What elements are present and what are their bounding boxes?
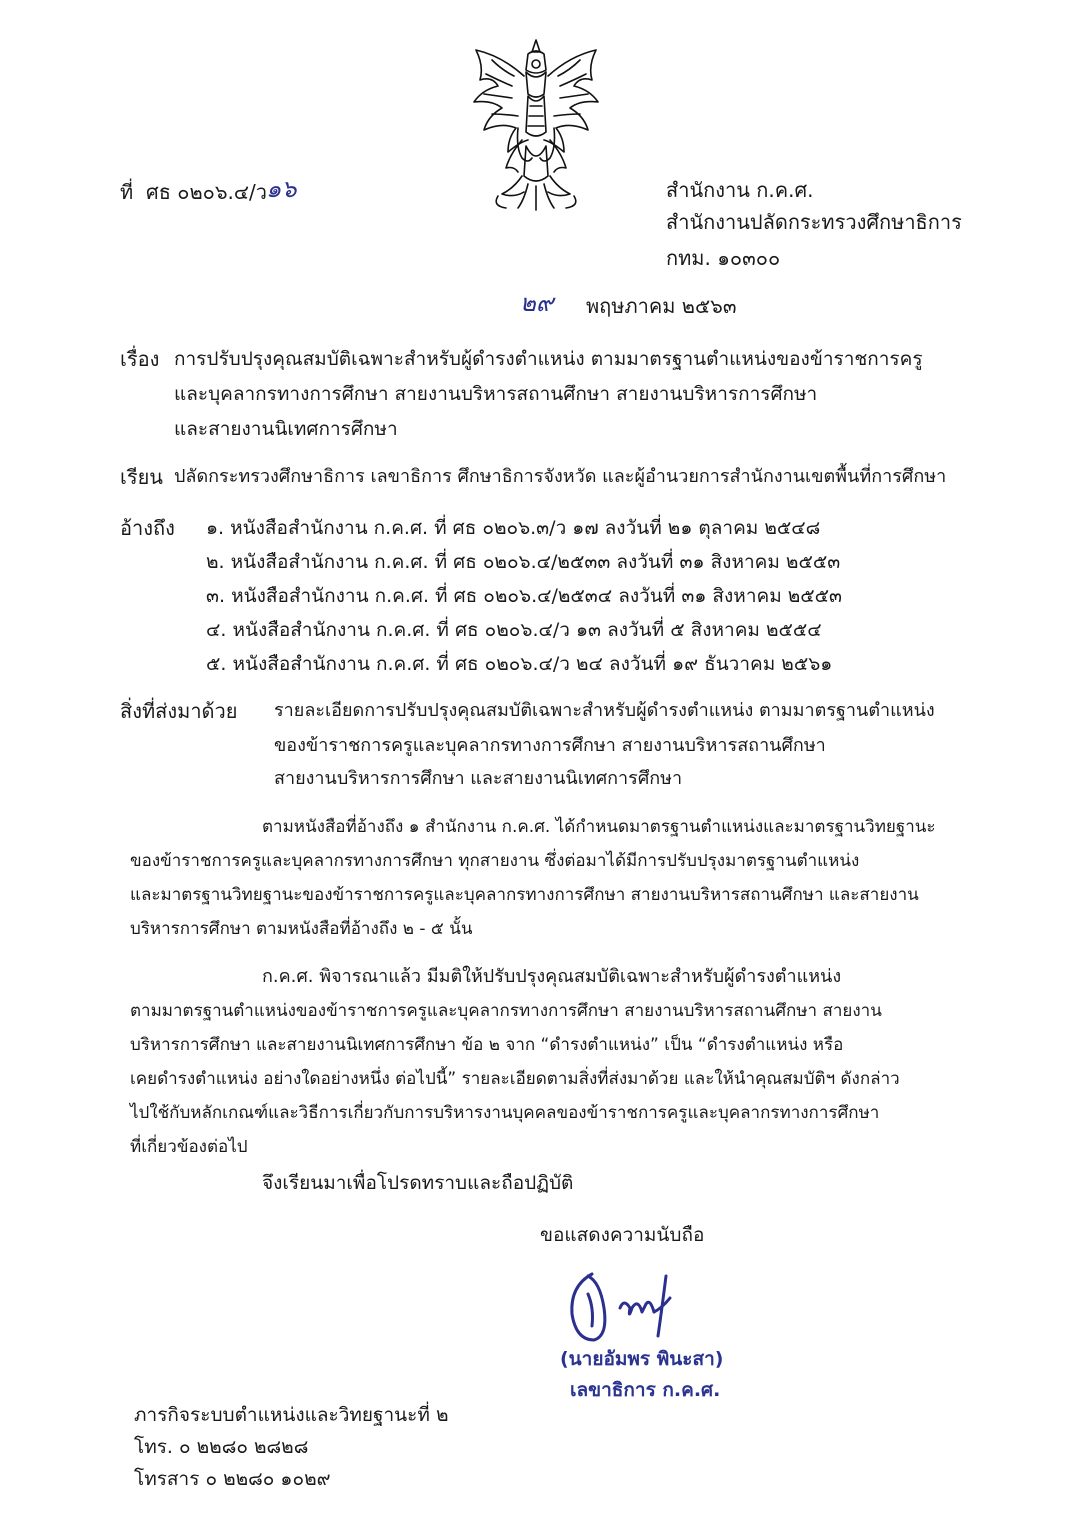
office-line-2: สำนักงานปลัดกระทรวงศึกษาธิการ <box>666 210 962 234</box>
body-paragraph-2-line: เคยดำรงตำแหน่ง อย่างใดอย่างหนึ่ง ต่อไปนี้” รายละเอียดตามสิ่งที่ส่งมาด้วย และให้นำคุณสมบัติฯ ดังกล่าว <box>130 1069 900 1089</box>
references-label: อ้างถึง <box>120 516 175 540</box>
signatory-name: (นายอัมพร พินะสา) <box>560 1348 724 1370</box>
doc-number-label: ที่ <box>120 180 134 204</box>
body-paragraph-2-line: ที่เกี่ยวข้องต่อไป <box>130 1137 248 1157</box>
body-paragraph-2-line: ไปใช้กับหลักเกณฑ์และวิธีการเกี่ยวกับการบริหารงานบุคคลของข้าราชการครูและบุคลากรทางการศึกษา <box>130 1103 880 1123</box>
closing-line: จึงเรียนมาเพื่อโปรดทราบและถือปฏิบัติ <box>262 1172 574 1194</box>
enclosure-line-1: รายละเอียดการปรับปรุงคุณสมบัติเฉพาะสำหรับผู้ดำรงตำแหน่ง ตามมาตรฐานตำแหน่ง <box>274 700 935 721</box>
body-paragraph-2-line: บริหารการศึกษา และสายงานนิเทศการศึกษา ข้อ ๒ จาก “ดำรงตำแหน่ง” เป็น “ดำรงตำแหน่ง หรือ <box>130 1035 844 1055</box>
date-month-year: พฤษภาคม ๒๕๖๓ <box>586 294 737 318</box>
body-paragraph-2-line: ตามมาตรฐานตำแหน่งของข้าราชการครูและบุคลากรทางการศึกษา สายงานบริหารสถานศึกษา สายงาน <box>130 1001 882 1021</box>
subject-line-1: การปรับปรุงคุณสมบัติเฉพาะสำหรับผู้ดำรงตำแหน่ง ตามมาตรฐานตำแหน่งของข้าราชการครู <box>174 348 923 370</box>
body-paragraph-1-line: ของข้าราชการครูและบุคลากรทางการศึกษา ทุกสายงาน ซึ่งต่อมาได้มีการปรับปรุงมาตรฐานตำแหน่ง <box>130 851 860 871</box>
subject-label: เรื่อง <box>120 347 160 371</box>
signatory-title: เลขาธิการ ก.ค.ศ. <box>570 1379 721 1401</box>
reference-item: ๕. หนังสือสำนักงาน ก.ค.ศ. ที่ ศธ ๐๒๐๖.๔/ว ๒๔ ลงวันที่ ๑๙ ธันวาคม ๒๕๖๑ <box>206 653 833 675</box>
footer-phone: โทร. ๐ ๒๒๘๐ ๒๘๒๘ <box>134 1436 309 1458</box>
subject-line-3: และสายงานนิเทศการศึกษา <box>174 418 398 440</box>
enclosure-line-3: สายงานบริหารการศึกษา และสายงานนิเทศการศึกษา <box>274 768 683 789</box>
office-line-3: กทม. ๑๐๓๐๐ <box>666 246 781 270</box>
enclosure-label: สิ่งที่ส่งมาด้วย <box>120 699 238 723</box>
handwritten-signature-icon <box>558 1268 698 1348</box>
date-day-handwritten: ๒๙ <box>520 289 554 317</box>
garuda-emblem-icon <box>462 36 610 214</box>
addressee-label: เรียน <box>120 465 163 489</box>
body-paragraph-1-line: บริหารการศึกษา ตามหนังสือที่อ้างถึง ๒ - ๕ นั้น <box>130 919 473 939</box>
signature-salutation: ขอแสดงความนับถือ <box>540 1224 705 1246</box>
reference-item: ๒. หนังสือสำนักงาน ก.ค.ศ. ที่ ศธ ๐๒๐๖.๔/๒๕๓๓ ลงวันที่ ๓๑ สิงหาคม ๒๕๕๓ <box>206 551 841 573</box>
body-paragraph-1-line: และมาตรฐานวิทยฐานะของข้าราชการครูและบุคลากรทางการศึกษา สายงานบริหารสถานศึกษา และสายงาน <box>130 885 919 905</box>
subject-line-2: และบุคลากรทางการศึกษา สายงานบริหารสถานศึกษา สายงานบริหารการศึกษา <box>174 383 818 405</box>
office-line-1: สำนักงาน ก.ค.ศ. <box>666 178 814 202</box>
addressee-text: ปลัดกระทรวงศึกษาธิการ เลขาธิการ ศึกษาธิการจังหวัด และผู้อำนวยการสำนักงานเขตพื้นที่การศึกษา <box>174 466 947 487</box>
footer-fax: โทรสาร ๐ ๒๒๘๐ ๑๐๒๙ <box>134 1468 331 1490</box>
body-paragraph-2-line: ก.ค.ศ. พิจารณาแล้ว มีมติให้ปรับปรุงคุณสมบัติเฉพาะสำหรับผู้ดำรงตำแหน่ง <box>262 966 842 987</box>
footer-department: ภารกิจระบบตำแหน่งและวิทยฐานะที่ ๒ <box>134 1404 449 1426</box>
doc-number-handwritten: ๑๖ <box>266 175 297 203</box>
doc-number: ศธ ๐๒๐๖.๔/ว <box>146 180 268 204</box>
reference-item: ๔. หนังสือสำนักงาน ก.ค.ศ. ที่ ศธ ๐๒๐๖.๔/ว ๑๓ ลงวันที่ ๕ สิงหาคม ๒๕๕๔ <box>206 619 822 641</box>
reference-item: ๓. หนังสือสำนักงาน ก.ค.ศ. ที่ ศธ ๐๒๐๖.๔/๒๕๓๔ ลงวันที่ ๓๑ สิงหาคม ๒๕๕๓ <box>206 585 843 607</box>
enclosure-line-2: ของข้าราชการครูและบุคลากรทางการศึกษา สายงานบริหารสถานศึกษา <box>274 735 826 756</box>
reference-item: ๑. หนังสือสำนักงาน ก.ค.ศ. ที่ ศธ ๐๒๐๖.๓/ว ๑๗ ลงวันที่ ๒๑ ตุลาคม ๒๕๔๘ <box>206 517 821 539</box>
body-paragraph-1-line: ตามหนังสือที่อ้างถึง ๑ สำนักงาน ก.ค.ศ. ได้กำหนดมาตรฐานตำแหน่งและมาตรฐานวิทยฐานะ <box>262 817 936 837</box>
